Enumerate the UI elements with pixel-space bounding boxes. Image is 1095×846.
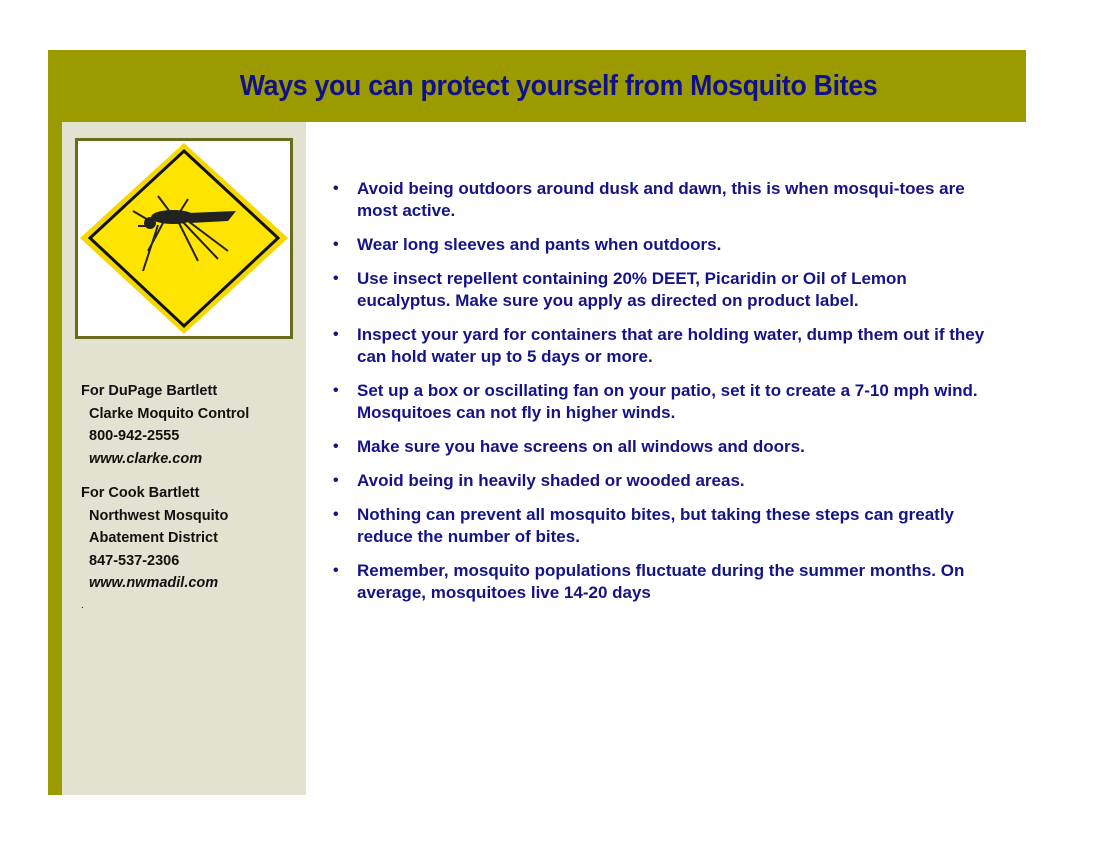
tip-item — [333, 234, 993, 256]
bullet-icon: • — [333, 472, 339, 489]
tip-text: Make sure you have screens on all windows and doors. — [357, 437, 805, 456]
contact-heading: For DuPage Bartlett — [81, 383, 218, 399]
bullet-icon: • — [333, 438, 339, 455]
tip-item — [333, 504, 993, 548]
tip-text: Inspect your yard for containers that are holding water, dump them out if they can hold water up to 5 days or more. — [357, 325, 985, 366]
tip-text: Avoid being outdoors around dusk and dawn, this is when mosqui-toes are most active. — [357, 179, 965, 220]
contact-heading: For Cook Bartlett — [81, 485, 200, 501]
contact-org: Northwest Mosquito — [89, 507, 229, 524]
tip-text: Use insect repellent containing 20% DEET, Picaridin or Oil of Lemon eucalyptus. Make sure you apply as directed on product label. — [357, 269, 907, 310]
mosquito-warning-sign-icon — [78, 141, 290, 336]
contact-phone: 800-942-2555 — [89, 428, 180, 444]
bullet-icon: • — [333, 236, 339, 253]
contact-org: Clarke Moquito Control — [89, 405, 250, 422]
tip-item — [333, 436, 993, 458]
contact-org: Abatement District — [89, 530, 218, 546]
bullet-icon: • — [333, 270, 339, 287]
tip-text: Set up a box or oscillating fan on your patio, set it to create a 7-10 mph wind. Mosquitoes can not fly in higher winds. — [357, 381, 978, 422]
contact-url[interactable]: www.nwmadil.com — [89, 575, 219, 591]
tip-text: Wear long sleeves and pants when outdoors. — [357, 235, 722, 254]
header-banner — [62, 50, 1026, 122]
contact-phone: 847-537-2306 — [89, 552, 180, 569]
tip-text: Avoid being in heavily shaded or wooded areas. — [357, 471, 745, 490]
mosquito-sign-image — [75, 138, 293, 339]
tip-item — [333, 178, 993, 222]
tips-list — [333, 178, 993, 616]
tip-item — [333, 560, 993, 604]
contact-url[interactable]: www.clarke.com — [89, 450, 203, 467]
tip-item — [333, 380, 993, 424]
bullet-icon: • — [333, 382, 339, 399]
trailing-mark: . — [81, 599, 84, 611]
contact-info — [81, 380, 249, 617]
tip-text: Nothing can prevent all mosquito bites, but taking these steps can greatly reduce the number of bites. — [357, 505, 955, 546]
bullet-icon: • — [333, 180, 339, 197]
bullet-icon: • — [333, 562, 339, 579]
tip-item — [333, 268, 993, 312]
tip-text: Remember, mosquito populations fluctuate during the summer months. On average, mosquitoes live 14-20 days — [357, 561, 965, 602]
bullet-icon: • — [333, 326, 339, 343]
bullet-icon: • — [333, 506, 339, 523]
page-title: Ways you can protect yourself from Mosquito Bites — [240, 69, 878, 102]
tip-item — [333, 324, 993, 368]
left-accent-bar — [48, 50, 62, 795]
tip-item — [333, 470, 993, 492]
